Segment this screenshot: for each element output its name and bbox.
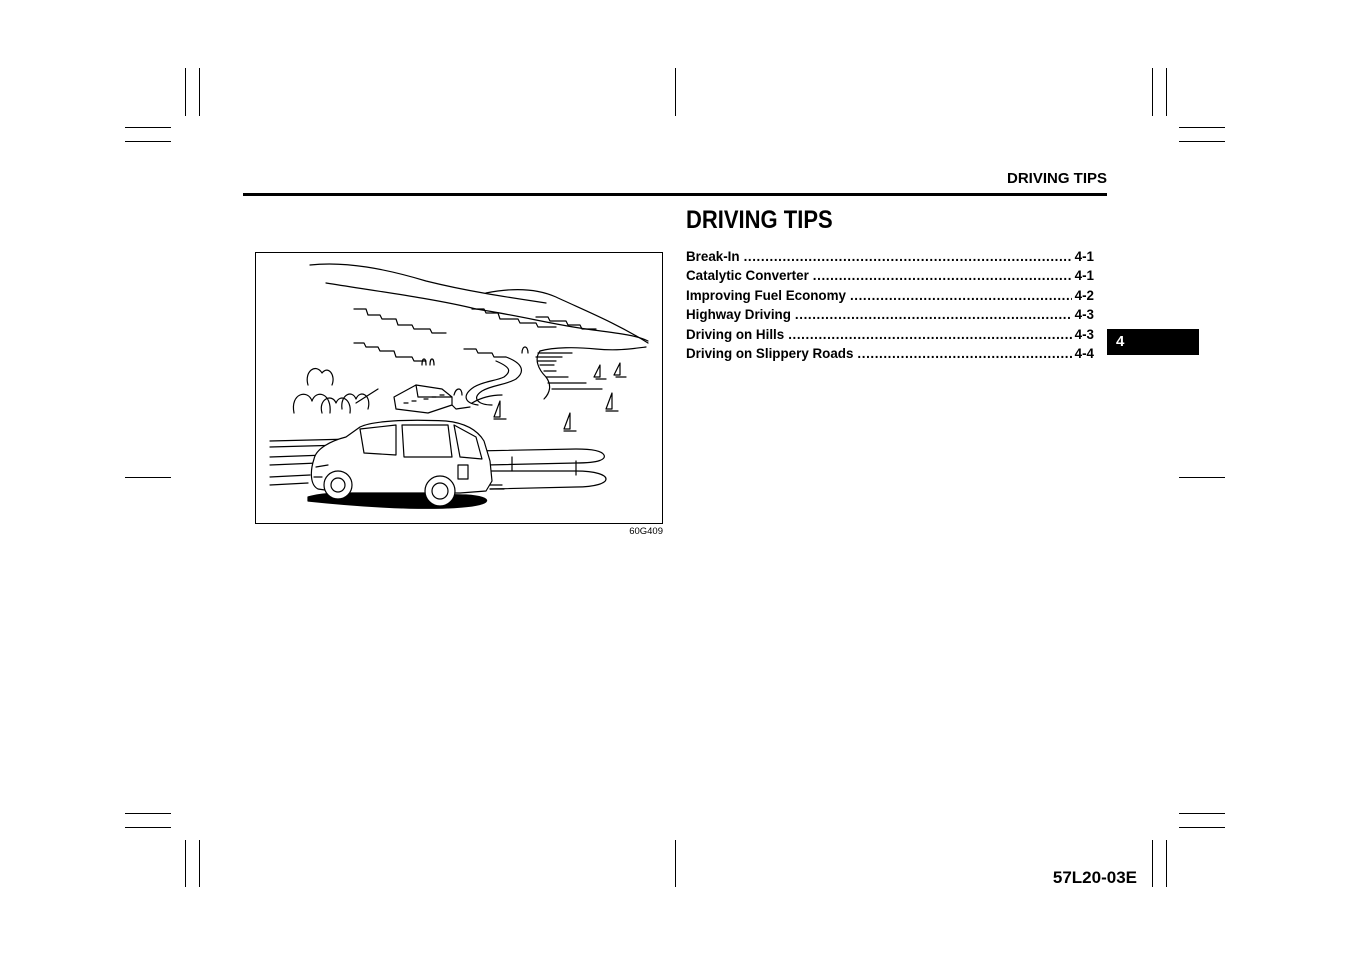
- toc-leader-dots: [795, 305, 1072, 324]
- chapter-tab: 4: [1107, 329, 1199, 355]
- toc-entry-label: Improving Fuel Economy: [686, 286, 850, 305]
- toc-entry-label: Break-In: [686, 247, 744, 266]
- toc-entry-page: 4-4: [1074, 345, 1094, 361]
- toc-entry-page: 4-1: [1074, 249, 1094, 264]
- toc-entry[interactable]: [686, 344, 1094, 363]
- toc-entry-page: 4-1: [1074, 268, 1094, 284]
- toc-entry[interactable]: [686, 247, 1094, 266]
- toc-entry-label: Driving on Slippery Roads: [686, 344, 857, 363]
- toc-leader-dots: [744, 247, 1072, 266]
- table-of-contents: [686, 247, 1094, 363]
- document-code: 57L20-03E: [1052, 868, 1137, 887]
- toc-entry[interactable]: [686, 325, 1094, 344]
- toc-leader-dots: [788, 325, 1071, 344]
- toc-entry-page: 4-2: [1074, 287, 1094, 303]
- toc-entry-label: Driving on Hills: [686, 325, 788, 344]
- toc-entry[interactable]: [686, 266, 1094, 285]
- toc-entry[interactable]: [686, 305, 1094, 324]
- header-rule: [243, 193, 1107, 196]
- toc-leader-dots: [813, 266, 1072, 285]
- toc-entry-label: Highway Driving: [686, 305, 795, 324]
- toc-entry[interactable]: [686, 286, 1094, 305]
- figure-code: 60G409: [629, 526, 663, 537]
- toc-leader-dots: [857, 344, 1071, 363]
- toc-entry-page: 4-3: [1074, 326, 1094, 342]
- page-title: DRIVING TIPS: [686, 206, 833, 234]
- running-header: DRIVING TIPS: [1006, 170, 1107, 187]
- toc-leader-dots: [850, 286, 1072, 305]
- car-landscape-illustration: [255, 252, 663, 524]
- toc-entry-page: 4-3: [1074, 307, 1094, 323]
- toc-entry-label: Catalytic Converter: [686, 266, 813, 285]
